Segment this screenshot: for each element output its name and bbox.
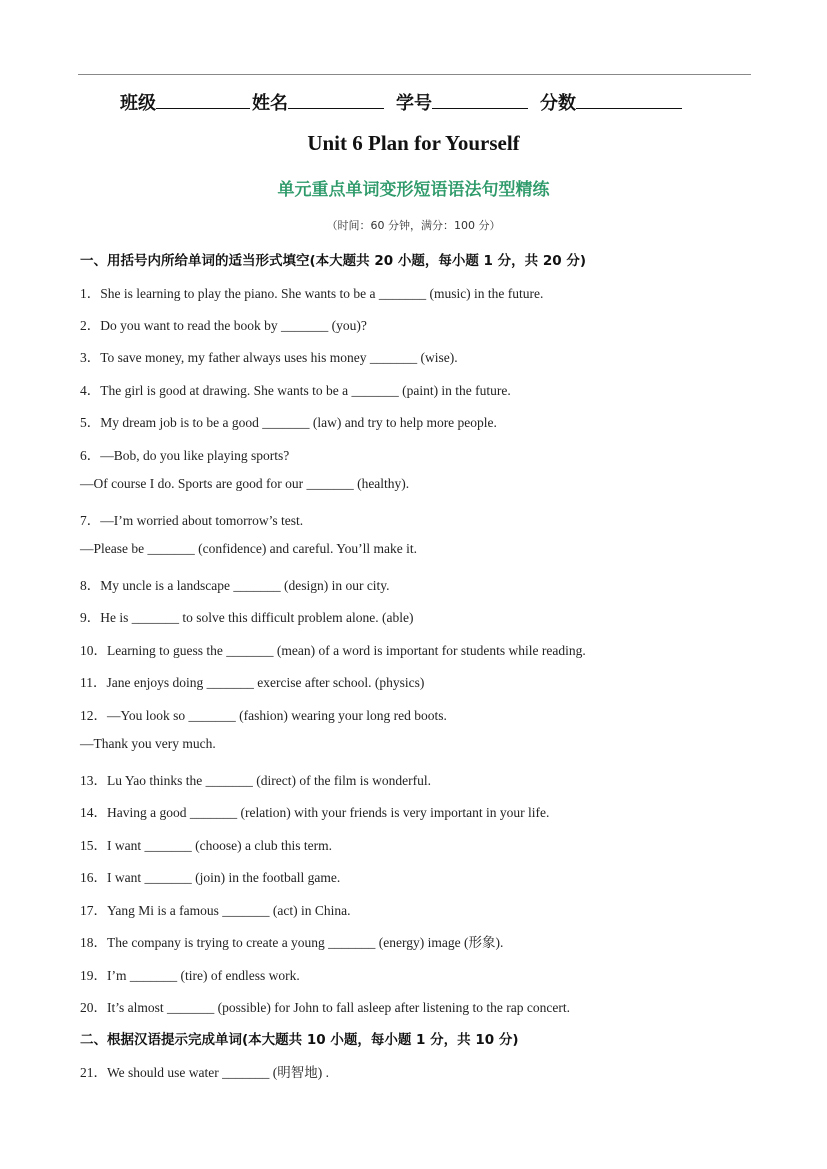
number-blank[interactable]	[432, 90, 528, 109]
question-19: 19．I’m _______ (tire) of endless work.	[80, 968, 300, 983]
question-20: 20．It’s almost _______ (possible) for John to fall asleep after listening to the rap concert.	[80, 1000, 571, 1015]
question-6: 6．—Bob, do you like playing sports?	[80, 448, 290, 463]
page-subtitle: 单元重点单词变形短语语法句型精练	[277, 180, 550, 200]
question-8: 8．My uncle is a landscape _______ (design) in our city.	[80, 578, 390, 593]
question-12: 12．—You look so _______ (fashion) wearing your long red boots.	[80, 708, 447, 723]
question-1: 1．She is learning to play the piano. She wants to be a _______ (music) in the future.	[80, 286, 544, 301]
question-15: 15．I want _______ (choose) a club this term.	[80, 838, 332, 853]
section-heading-1: 一、用括号内所给单词的适当形式填空(本大题共 20 小题，每小题 1 分，共 20 分)	[80, 253, 587, 269]
question-7: 7．—I’m worried about tomorrow’s test.	[80, 513, 304, 528]
question-11: 11．Jane enjoys doing _______ exercise after school. (physics)	[80, 675, 425, 690]
name-blank[interactable]	[288, 90, 384, 109]
question-4: 4．The girl is good at drawing. She wants to be a _______ (paint) in the future.	[80, 383, 511, 398]
score-blank[interactable]	[576, 90, 682, 109]
section-heading-2: 二、根据汉语提示完成单词(本大题共 10 小题，每小题 1 分，共 10 分)	[80, 1032, 519, 1048]
question-5: 5．My dream job is to be a good _______ (law) and try to help more people.	[80, 415, 497, 430]
question-13: 13．Lu Yao thinks the _______ (direct) of the film is wonderful.	[80, 773, 431, 788]
question-6-reply: —Of course I do. Sports are good for our _______ (healthy).	[80, 476, 410, 491]
name-label: 姓名	[252, 93, 288, 114]
number-label: 学号	[396, 93, 432, 114]
question-12-reply: —Thank you very much.	[80, 736, 216, 751]
question-21: 21．We should use water _______ (明智地) .	[80, 1065, 329, 1080]
question-18: 18．The company is trying to create a young _______ (energy) image (形象).	[80, 935, 504, 950]
question-16: 16．I want _______ (join) in the football game.	[80, 870, 341, 885]
class-label: 班级	[120, 93, 156, 114]
question-9: 9．He is _______ to solve this difficult problem alone. (able)	[80, 610, 414, 625]
score-label: 分数	[540, 93, 576, 114]
class-blank[interactable]	[156, 90, 250, 109]
question-3: 3．To save money, my father always uses his money _______ (wise).	[80, 350, 458, 365]
question-7-reply: —Please be _______ (confidence) and careful. You’ll make it.	[80, 541, 418, 556]
question-10: 10．Learning to guess the _______ (mean) of a word is important for students while reading.	[80, 643, 586, 658]
page-title: Unit 6 Plan for Yourself	[307, 131, 520, 155]
question-17: 17．Yang Mi is a famous _______ (act) in China.	[80, 903, 351, 918]
time-note: （时间：60 分钟，满分：100 分）	[326, 219, 501, 232]
question-2: 2．Do you want to read the book by _______ (you)?	[80, 318, 367, 333]
question-14: 14．Having a good _______ (relation) with your friends is very important in your life.	[80, 805, 550, 820]
header-rule	[78, 74, 751, 75]
student-info-line	[120, 89, 684, 115]
